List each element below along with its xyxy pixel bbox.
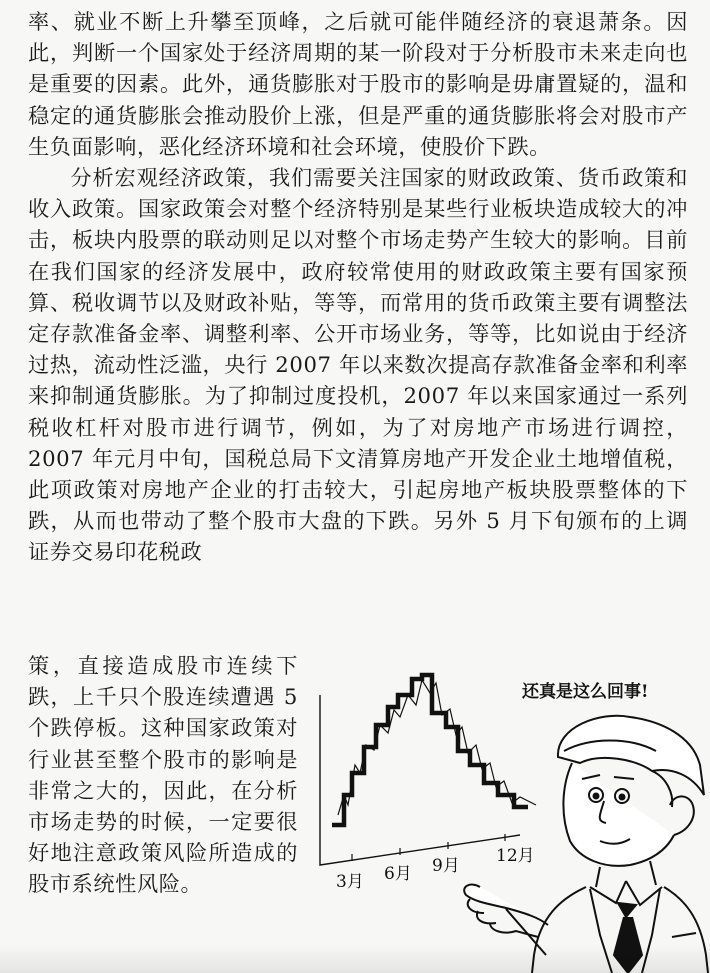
month-label-jun: 6月: [384, 864, 412, 884]
paragraph-policy-continuation: 策，直接造成股市连续下跌，上千只个股连续遭遇 5 个跌停板。这种国家政策对行业甚至整个股市的影响是非常之大的，因此，在分析市场走势的时候，一定要很好地注意政策风险所造成的股市系统性风险。: [28, 653, 298, 897]
wrapped-text: [28, 650, 298, 900]
cartoon-illustration: [300, 655, 710, 973]
trend-line: [332, 675, 528, 825]
body-text: [28, 6, 688, 568]
month-label-dec: 12月: [496, 846, 535, 866]
month-label-mar: 3月: [336, 872, 364, 892]
month-label-sep: 9月: [432, 856, 460, 876]
paragraph-macro-policy: 分析宏观经济政策，我们需要关注国家的财政政策、货币政策和收入政策。国家政策会对整个经济特别是某些行业板块造成较大的冲击，板块内股票的联动则足以对整个市场走势产生较大的影响。目前在我们国家的经济发展中，政府较常使用的财政政策主要有国家预算、税收调节以及财政补贴，等等，而常用的货币政策主要有调整法定存款准备金率、调整利率、公开市场业务，等等，比如说由于经济过热，流动性泛滥，央行 2007 年以来数次提高存款准备金率和利率来抑制通货膨胀。为了抑制过度投机，2007 年以来国家通过一系列税收杠杆对股市进行调节，例如，为了对房地产市场进行调控，2007 年元月中旬，国税总局下文清算房地产开发企业土地增值税，此项政策对房地产企业的打击较大，引起房地产板块股票整体的下跌，从而也带动了整个股市大盘的下跌。另外 5 月下旬颁布的上调证券交易印花税政: [28, 165, 688, 565]
stock-chart-cartoon: [300, 655, 710, 973]
speech-bubble-text: 还真是这么回事!: [522, 682, 649, 702]
scan-shadow: [0, 945, 710, 973]
paragraph-economic-cycle: 率、就业不断上升攀至顶峰，之后就可能伴随经济的衰退萧条。因此，判断一个国家处于经济周期的某一阶段对于分析股市未来走向也是重要的因素。此外，通货膨胀对于股市的影响是毋庸置疑的，温和稳定的通货膨胀会推动股价上涨，但是严重的通货膨胀将会对股市产生负面影响，恶化经济环境和社会环境，使股价下跌。: [28, 9, 688, 159]
cartoon-man: [464, 716, 708, 973]
